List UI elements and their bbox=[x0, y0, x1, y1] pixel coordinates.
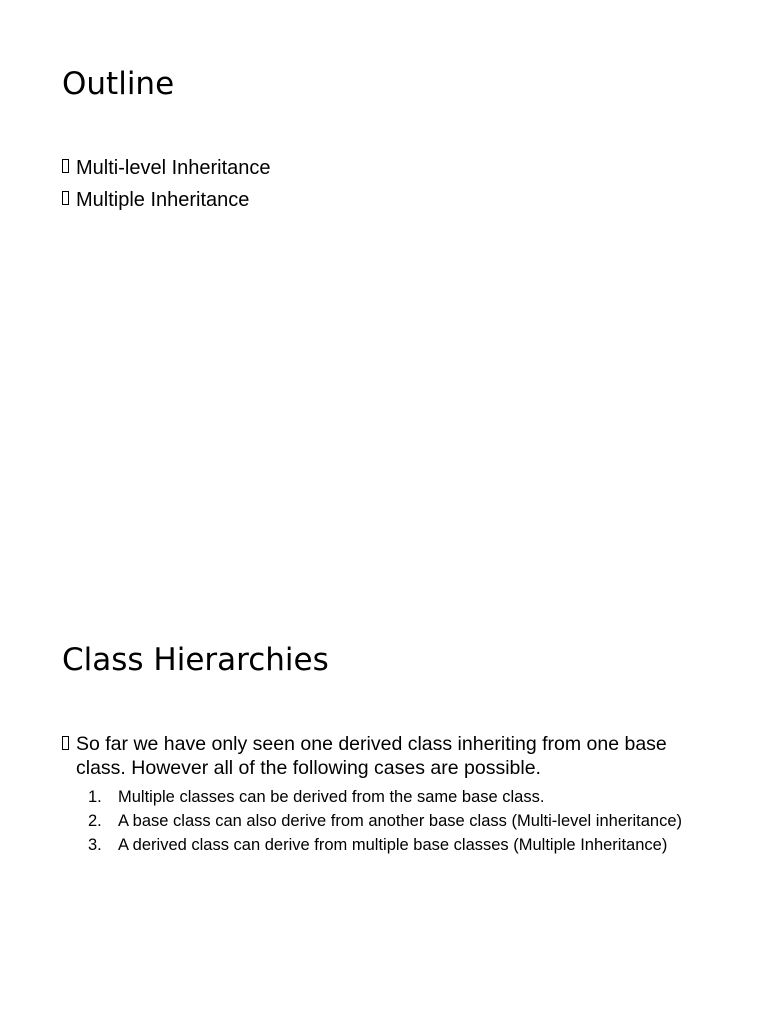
slide-title: Class Hierarchies bbox=[62, 642, 329, 678]
numbered-list bbox=[88, 787, 728, 859]
list-item bbox=[88, 835, 728, 855]
list-item-text: Multiple classes can be derived from the same base class. bbox=[118, 788, 545, 806]
bullet-text: Multi-level Inheritance bbox=[76, 157, 271, 179]
list-number: 1. bbox=[88, 788, 102, 806]
list-number: 3. bbox=[88, 836, 102, 854]
bullet-icon bbox=[62, 736, 69, 750]
slide-class-hierarchies bbox=[0, 576, 768, 1024]
list-item-text: A derived class can derive from multiple base classes (Multiple Inheritance) bbox=[118, 836, 668, 854]
slide-title: Outline bbox=[62, 66, 175, 102]
list-item bbox=[88, 811, 728, 831]
list-number: 2. bbox=[88, 812, 102, 830]
bullet-text: Multiple Inheritance bbox=[76, 189, 250, 211]
list-item bbox=[88, 787, 728, 807]
bullet-icon bbox=[62, 191, 69, 205]
bullet-text: So far we have only seen one derived class inheriting from one base class. However all of the following cases are possible. bbox=[76, 733, 667, 779]
bullet-icon bbox=[62, 159, 69, 173]
list-item-text: A base class can also derive from another base class (Multi-level inheritance) bbox=[118, 812, 683, 830]
